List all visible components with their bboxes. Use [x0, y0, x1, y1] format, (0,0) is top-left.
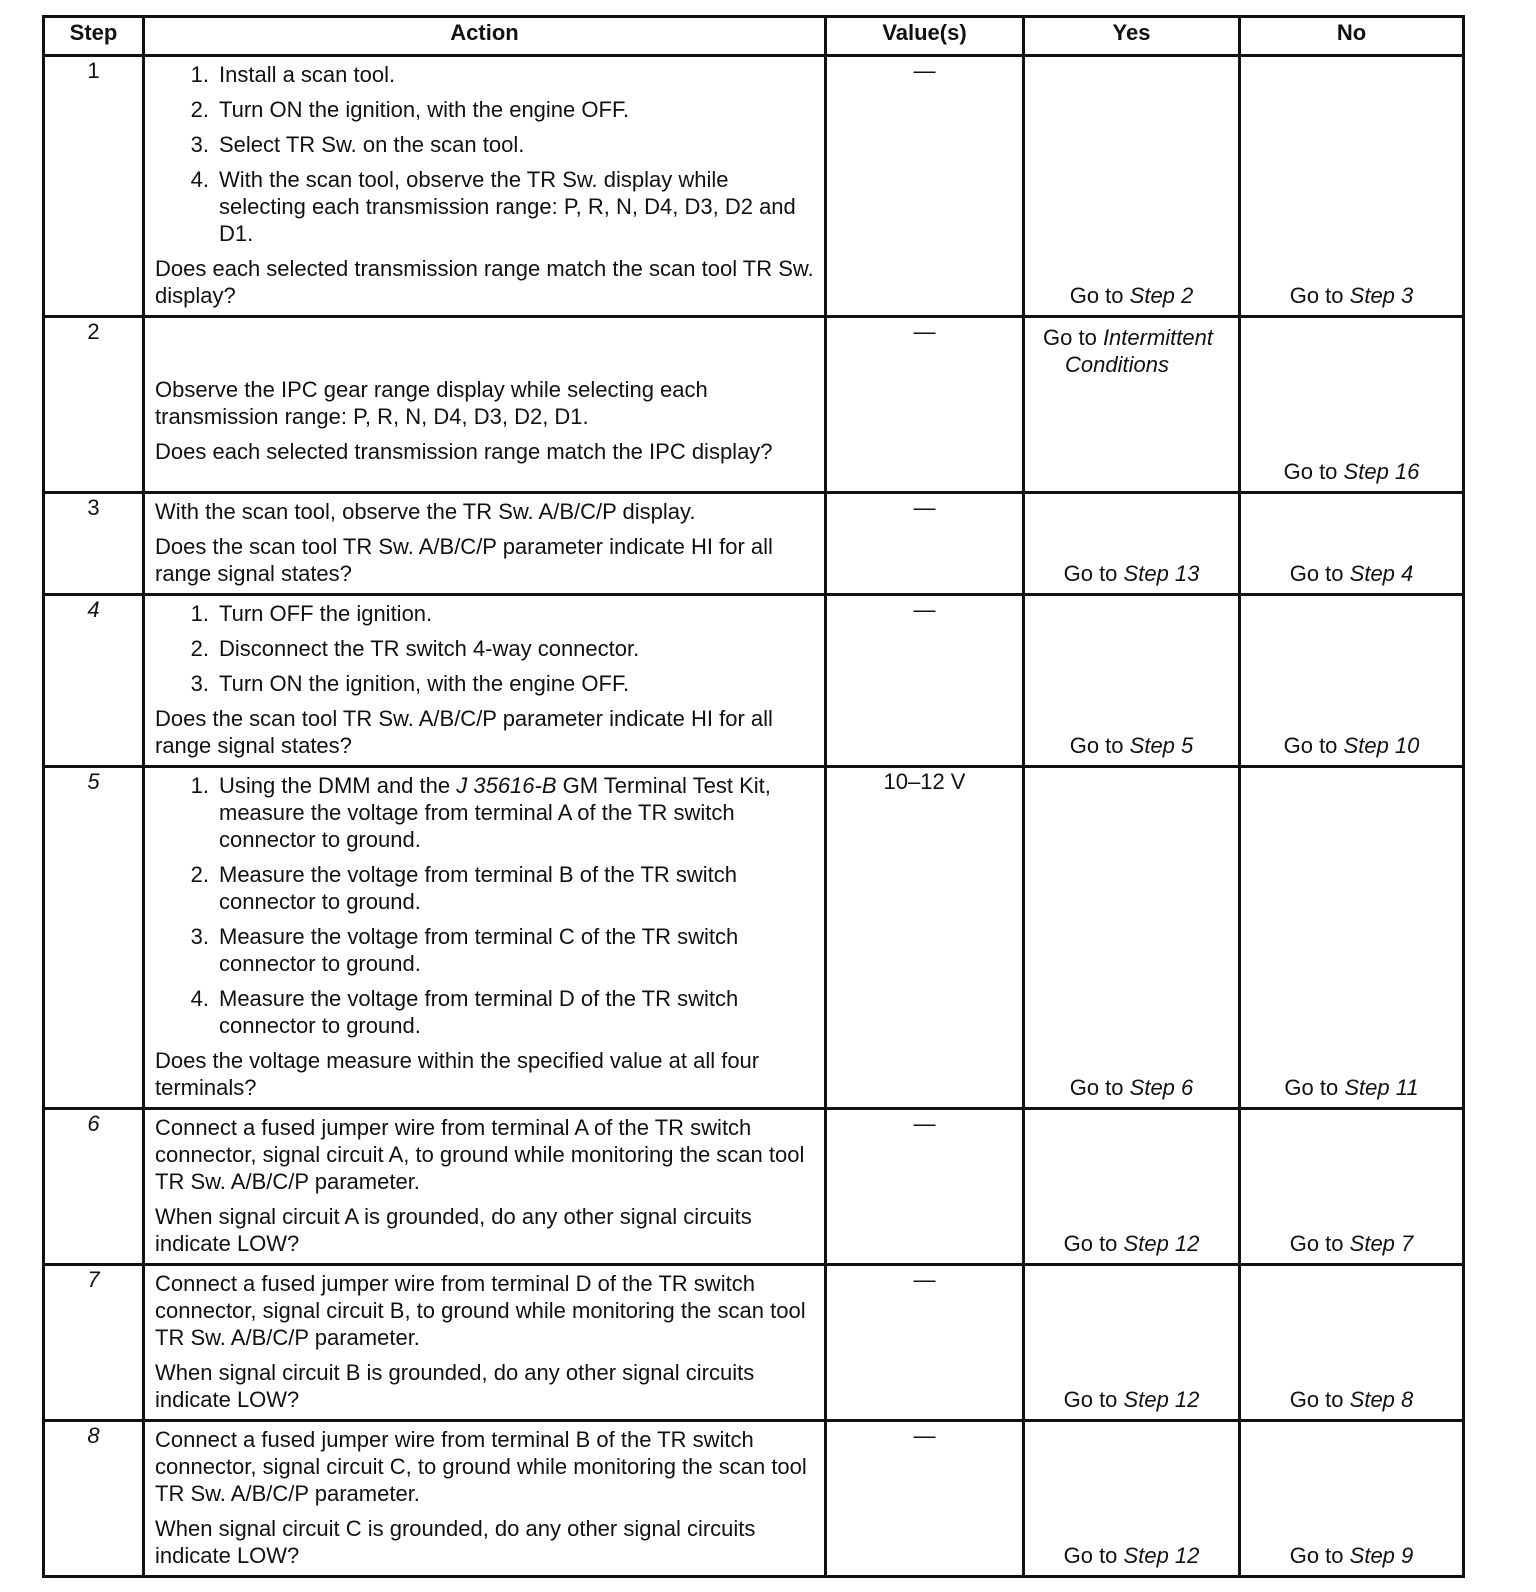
- no-goto: Go to Step 3: [1289, 283, 1414, 308]
- list-item: 2. Measure the voltage from terminal B of the TR switch connector to ground.: [190, 862, 738, 914]
- no-cell: [1240, 595, 1464, 767]
- yes-goto: Go to Step 13: [1063, 561, 1200, 586]
- table-row: [44, 1109, 1464, 1265]
- no-goto: Go to Step 16: [1283, 459, 1420, 484]
- no-cell: [1240, 767, 1464, 1109]
- action-question: Does the scan tool TR Sw. A/B/C/P parameter indicate HI for all range signal states?: [155, 706, 773, 758]
- no-cell: [1240, 317, 1464, 493]
- list-item: 1. Turn OFF the ignition.: [190, 601, 433, 626]
- action-cell: [144, 1265, 826, 1421]
- value-cell: —: [826, 493, 1024, 595]
- yes-step-link[interactable]: Step 13: [1123, 561, 1200, 586]
- no-step-link[interactable]: Step 10: [1343, 733, 1420, 758]
- step-number: 3: [44, 493, 144, 595]
- step-number: 1: [44, 56, 144, 317]
- no-goto: Go to Step 9: [1289, 1543, 1414, 1568]
- action-text: Connect a fused jumper wire from terminal A of the TR switch connector, signal circuit A, to ground while monitoring the scan tool TR Sw. A/B/C/P parameter.: [155, 1115, 805, 1194]
- yes-goto: Go to Step 12: [1063, 1231, 1200, 1256]
- header-action: Action: [144, 17, 826, 56]
- action-text: Connect a fused jumper wire from terminal B of the TR switch connector, signal circuit C, to ground while monitoring the scan tool TR Sw. A/B/C/P parameter.: [155, 1427, 807, 1506]
- action-cell: [144, 1421, 826, 1577]
- action-question: When signal circuit C is grounded, do any other signal circuits indicate LOW?: [155, 1516, 756, 1568]
- yes-goto: Go to Step 5: [1069, 733, 1194, 758]
- yes-goto: Go to Step 12: [1063, 1387, 1200, 1412]
- header-row: [44, 17, 1464, 56]
- no-step-link[interactable]: Step 16: [1343, 459, 1420, 484]
- value-cell: —: [826, 1421, 1024, 1577]
- tool-reference: J 35616-B: [456, 773, 557, 798]
- action-text: With the scan tool, observe the TR Sw. A/B/C/P display.: [155, 499, 696, 524]
- value-cell: —: [826, 1265, 1024, 1421]
- header-values: Value(s): [826, 17, 1024, 56]
- list-item: 2. Disconnect the TR switch 4-way connector.: [190, 636, 640, 661]
- action-cell: [144, 767, 826, 1109]
- list-item: 4. With the scan tool, observe the TR Sw. display while selecting each transmission range: P, R, N, D4, D3, D2 and D1.: [190, 167, 796, 246]
- yes-cell: [1024, 1421, 1240, 1577]
- no-step-link[interactable]: Step 7: [1349, 1231, 1414, 1256]
- no-goto: Go to Step 11: [1284, 1075, 1419, 1100]
- step-number: 7: [44, 1265, 144, 1421]
- header-no: No: [1240, 17, 1464, 56]
- value-cell: 10–12 V: [826, 767, 1024, 1109]
- no-cell: [1240, 1109, 1464, 1265]
- yes-goto: Go to Step 6: [1069, 1075, 1194, 1100]
- list-item: 1. Using the DMM and the J 35616-B GM Terminal Test Kit, measure the voltage from terminal A of the TR switch connector to ground.: [190, 773, 771, 852]
- value-cell: —: [826, 56, 1024, 317]
- yes-step-link[interactable]: Step 2: [1129, 283, 1194, 308]
- step-number: 2: [44, 317, 144, 493]
- no-cell: [1240, 56, 1464, 317]
- action-cell: [144, 493, 826, 595]
- yes-step-link[interactable]: Step 12: [1123, 1543, 1200, 1568]
- yes-cell: [1024, 56, 1240, 317]
- action-question: Does each selected transmission range match the scan tool TR Sw. display?: [155, 256, 814, 308]
- action-cell: [144, 595, 826, 767]
- yes-step-link[interactable]: Step 6: [1129, 1075, 1194, 1100]
- yes-cell: [1024, 595, 1240, 767]
- list-item: 3. Turn ON the ignition, with the engine OFF.: [190, 671, 630, 696]
- diagnostic-table: [42, 15, 1465, 1578]
- yes-goto: Go to Step 2: [1069, 283, 1194, 308]
- value-cell: —: [826, 317, 1024, 493]
- no-step-link[interactable]: Step 4: [1349, 561, 1414, 586]
- step-number: 4: [44, 595, 144, 767]
- no-step-link[interactable]: Step 9: [1349, 1543, 1414, 1568]
- action-question: Does the scan tool TR Sw. A/B/C/P parameter indicate HI for all range signal states?: [155, 534, 773, 586]
- yes-cell: [1024, 493, 1240, 595]
- yes-step-link-cont[interactable]: Conditions: [1065, 352, 1169, 377]
- yes-step-link[interactable]: Intermittent: [1102, 325, 1213, 350]
- yes-goto: Go to Intermittent Conditions: [1043, 325, 1213, 377]
- no-step-link[interactable]: Step 8: [1349, 1387, 1414, 1412]
- list-item: 2. Turn ON the ignition, with the engine OFF.: [190, 97, 630, 122]
- value-cell: —: [826, 595, 1024, 767]
- table-row: [44, 493, 1464, 595]
- action-question: When signal circuit B is grounded, do any other signal circuits indicate LOW?: [155, 1360, 755, 1412]
- action-question: Does each selected transmission range match the IPC display?: [155, 439, 773, 464]
- action-list: [155, 772, 814, 1039]
- action-text: Connect a fused jumper wire from terminal D of the TR switch connector, signal circuit B, to ground while monitoring the scan tool TR Sw. A/B/C/P parameter.: [155, 1271, 806, 1350]
- table-row: [44, 1265, 1464, 1421]
- yes-step-link[interactable]: Step 5: [1129, 733, 1194, 758]
- table-row: [44, 56, 1464, 317]
- header-step: Step: [44, 17, 144, 56]
- no-goto: Go to Step 7: [1289, 1231, 1414, 1256]
- value-cell: —: [826, 1109, 1024, 1265]
- table-row: [44, 595, 1464, 767]
- step-number: 6: [44, 1109, 144, 1265]
- yes-cell: [1024, 1109, 1240, 1265]
- no-goto: Go to Step 8: [1289, 1387, 1414, 1412]
- action-cell: [144, 56, 826, 317]
- action-question: Does the voltage measure within the specified value at all four terminals?: [155, 1048, 760, 1100]
- header-yes: Yes: [1024, 17, 1240, 56]
- list-item: 3. Measure the voltage from terminal C of the TR switch connector to ground.: [190, 924, 739, 976]
- action-cell: [144, 317, 826, 493]
- step-number: 5: [44, 767, 144, 1109]
- action-list: [155, 600, 814, 697]
- yes-goto: Go to Step 12: [1063, 1543, 1200, 1568]
- no-step-link[interactable]: Step 11: [1344, 1075, 1419, 1100]
- no-goto: Go to Step 4: [1289, 561, 1414, 586]
- list-item: 1. Install a scan tool.: [190, 62, 396, 87]
- action-question: When signal circuit A is grounded, do any other signal circuits indicate LOW?: [155, 1204, 752, 1256]
- yes-cell: [1024, 317, 1240, 493]
- yes-cell: [1024, 1265, 1240, 1421]
- table-row: [44, 767, 1464, 1109]
- no-cell: [1240, 1265, 1464, 1421]
- table-row: [44, 1421, 1464, 1577]
- no-cell: [1240, 1421, 1464, 1577]
- yes-step-link[interactable]: Step 12: [1123, 1387, 1200, 1412]
- list-item: 3. Select TR Sw. on the scan tool.: [190, 132, 525, 157]
- list-item: 4. Measure the voltage from terminal D of the TR switch connector to ground.: [190, 986, 739, 1038]
- action-text: Observe the IPC gear range display while selecting each transmission range: P, R, N, D4, D3, D2, D1.: [155, 377, 708, 429]
- table-row: [44, 317, 1464, 493]
- no-goto: Go to Step 10: [1283, 733, 1420, 758]
- step-number: 8: [44, 1421, 144, 1577]
- yes-cell: [1024, 767, 1240, 1109]
- action-list: [155, 61, 814, 247]
- no-cell: [1240, 493, 1464, 595]
- action-cell: [144, 1109, 826, 1265]
- yes-step-link[interactable]: Step 12: [1123, 1231, 1200, 1256]
- no-step-link[interactable]: Step 3: [1349, 283, 1414, 308]
